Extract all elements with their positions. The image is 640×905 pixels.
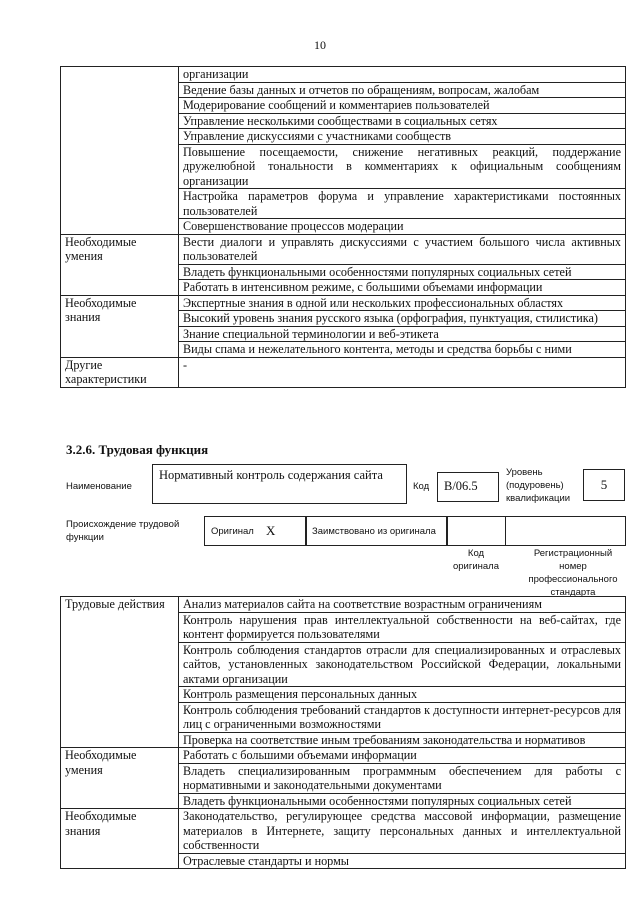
- section-title: 3.2.6. Трудовая функция: [66, 442, 209, 457]
- table-cell: Настройка параметров форума и управление характеристиками постоянных пользователей: [179, 189, 626, 219]
- level-label: Уровень (подуровень) квалификации: [506, 467, 571, 504]
- table-cell: Вести диалоги и управлять дискуссиями с участием большого числа активных пользователей: [179, 234, 626, 264]
- row-header: Необходимые умения: [61, 234, 179, 295]
- table-cell: Управление дискуссиями с участниками сообществ: [179, 129, 626, 145]
- table-cell: Контроль соблюдения требований стандартов к доступности интернет-ресурсов для лиц с ограниченными возможностями: [179, 702, 626, 732]
- table-cell: Проверка на соответствие иным требованиям законодательства и нормативов: [179, 732, 626, 748]
- page-number: 10: [314, 38, 326, 52]
- table-cell: Знание специальной терминологии и веб-этикета: [179, 326, 626, 342]
- table-row: [61, 234, 626, 264]
- table-cell: Владеть функциональными особенностями популярных социальных сетей: [179, 793, 626, 809]
- row-header: Трудовые действия: [61, 597, 179, 748]
- table-row: [61, 357, 626, 387]
- table-cell: Владеть специализированным программным обеспечением для работы с нормативными и законодательными документами: [179, 763, 626, 793]
- original-mark: X: [266, 523, 276, 538]
- code-original-cell: [446, 516, 506, 546]
- table-cell: Виды спама и нежелательного контента, методы и средства борьбы с ними: [179, 342, 626, 358]
- name-value: Нормативный контроль содержания сайта: [159, 468, 383, 482]
- competency-table-continued: [60, 66, 626, 388]
- table-cell: Совершенствование процессов модерации: [179, 219, 626, 235]
- name-box: [152, 464, 407, 504]
- code-box: [437, 472, 499, 502]
- row-header: Другие характеристики: [61, 357, 179, 387]
- row-header: Необходимые знания: [61, 295, 179, 357]
- reg-number-caption: Регистрационный номер профессионального стандарта: [528, 548, 618, 598]
- table-cell: Управление несколькими сообществами в социальных сетях: [179, 113, 626, 129]
- borrowed-label: Заимствовано из оригинала: [312, 526, 436, 537]
- table-cell: -: [179, 357, 626, 387]
- row-header: Необходимые знания: [61, 809, 179, 869]
- table-cell: Контроль размещения персональных данных: [179, 687, 626, 703]
- table-cell: Экспертные знания в одной или нескольких профессиональных областях: [179, 295, 626, 311]
- name-label: Наименование: [66, 481, 132, 492]
- table-cell: Высокий уровень знания русского языка (орфография, пунктуация, стилистика): [179, 311, 626, 327]
- table-cell: Контроль соблюдения стандартов отрасли для специализированных и отраслевых сайтов, установленных законодательством Российской Федерации, локальными актами организации: [179, 642, 626, 687]
- table-row: [61, 809, 626, 854]
- table-cell: Контроль нарушения прав интеллектуальной собственности на веб-сайтах, где контент формируется пользователями: [179, 612, 626, 642]
- table-cell: Ведение базы данных и отчетов по обращениям, вопросам, жалобам: [179, 82, 626, 98]
- table-row: [61, 748, 626, 764]
- table-cell: Модерирование сообщений и комментариев пользователей: [179, 98, 626, 114]
- origin-label: Происхождение трудовой функции: [66, 519, 180, 543]
- level-box: [583, 469, 625, 501]
- labor-function-table: [60, 596, 626, 869]
- table-cell: Владеть функциональными особенностями популярных социальных сетей: [179, 264, 626, 280]
- code-label: Код: [413, 481, 430, 492]
- level-value: 5: [600, 477, 608, 492]
- code-value: B/06.5: [444, 479, 478, 493]
- table-cell: Законодательство, регулирующее средства массовой информации, размещение материалов в Интернете, защиту персональных данных и интеллектуальной собственности: [179, 809, 626, 854]
- table-row: [61, 295, 626, 311]
- table-row: [61, 597, 626, 613]
- table-cell: Анализ материалов сайта на соответствие возрастным ограничениям: [179, 597, 626, 613]
- table-row: [61, 67, 626, 83]
- table-cell: Повышение посещаемости, снижение негативных реакций, поддержание дружелюбной тональности в комментариях к официальным сообщениям организации: [179, 144, 626, 189]
- table-cell: Отраслевые стандарты и нормы: [179, 853, 626, 869]
- code-original-caption: Код оригинала: [452, 548, 499, 572]
- original-label: Оригинал: [211, 526, 254, 537]
- table-cell: организации: [179, 67, 626, 83]
- row-header: Необходимые умения: [61, 748, 179, 809]
- table-cell: Работать в интенсивном режиме, с большими объемами информации: [179, 280, 626, 296]
- row-header: [61, 67, 179, 235]
- table-cell: Работать с большими объемами информации: [179, 748, 626, 764]
